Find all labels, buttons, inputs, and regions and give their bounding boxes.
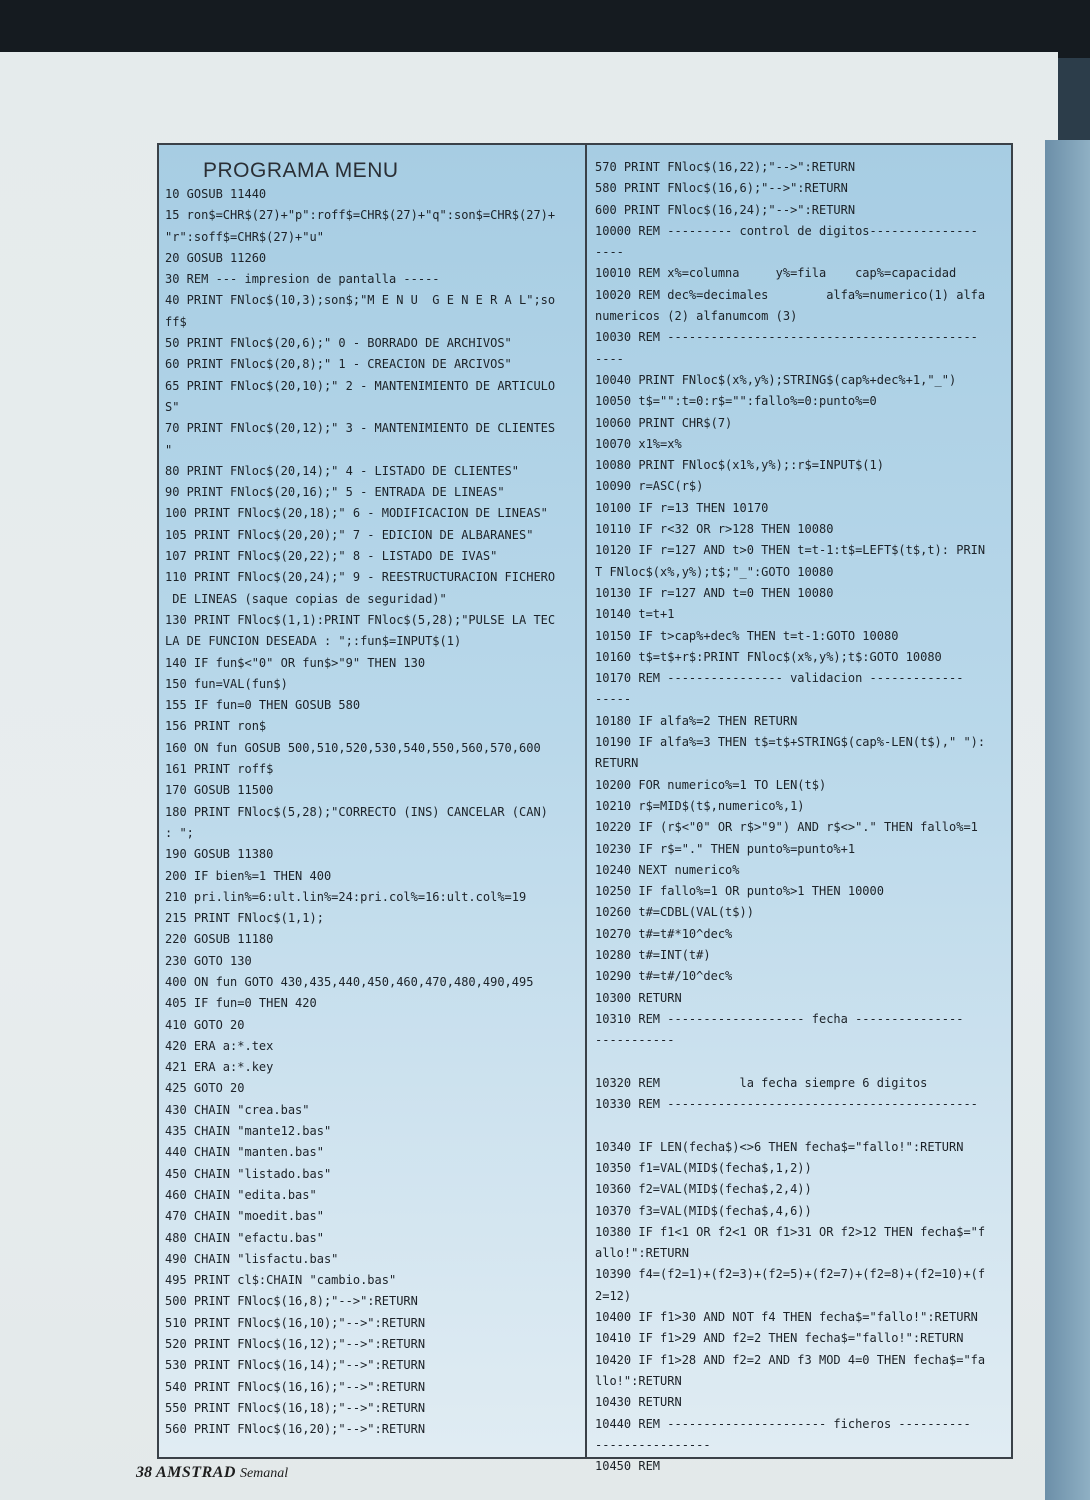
code-line: 580 PRINT FNloc$(16,6);"-->":RETURN xyxy=(595,181,848,196)
page-footer xyxy=(136,1464,288,1482)
code-line: 130 PRINT FNloc$(1,1):PRINT FNloc$(5,28);"PULSE LA TEC xyxy=(165,612,556,627)
code-line: 200 IF bien%=1 THEN 400 xyxy=(165,868,332,883)
listing-column-left xyxy=(165,157,575,1441)
code-line: RETURN xyxy=(595,756,639,771)
code-line: 105 PRINT FNloc$(20,20);" 7 - EDICION DE ALBARANES" xyxy=(165,527,534,542)
code-line: 180 PRINT FNloc$(5,28);"CORRECTO (INS) CANCELAR (CAN) xyxy=(165,804,548,819)
code-line: 10050 t$="":t=0:r$="":fallo%=0:punto%=0 xyxy=(595,394,877,409)
code-line: 60 PRINT FNloc$(20,8);" 1 - CREACION DE ARCIVOS" xyxy=(165,357,512,372)
code-line: 10310 REM ------------------- fecha --------------- xyxy=(595,1011,964,1026)
code-line: 10190 IF alfa%=3 THEN t$=t$+STRING$(cap%-LEN(t$)," "): xyxy=(595,735,986,750)
code-line: 435 CHAIN "mante12.bas" xyxy=(165,1124,332,1139)
code-line: 90 PRINT FNloc$(20,16);" 5 - ENTRADA DE LINEAS" xyxy=(165,485,505,500)
code-line: 30 REM --- impresion de pantalla ----- xyxy=(165,272,440,287)
code-line: DE LINEAS (saque copias de seguridad)" xyxy=(165,591,447,606)
code-line: 450 CHAIN "listado.bas" xyxy=(165,1166,332,1181)
code-line: 10040 PRINT FNloc$(x%,y%);STRING$(cap%+dec%+1,"_") xyxy=(595,372,957,387)
code-line: 470 CHAIN "moedit.bas" xyxy=(165,1209,324,1224)
code-line: 110 PRINT FNloc$(20,24);" 9 - REESTRUCTURACION FICHERO xyxy=(165,570,556,585)
code-line: 10390 f4=(f2=1)+(f2=3)+(f2=5)+(f2=7)+(f2=8)+(f2=10)+(f xyxy=(595,1267,986,1282)
code-line: 220 GOSUB 11180 xyxy=(165,932,274,947)
code-line: 70 PRINT FNloc$(20,12);" 3 - MANTENIMIENTO DE CLIENTES xyxy=(165,421,556,436)
code-line: 10410 IF f1>29 AND f2=2 THEN fecha$="fallo!":RETURN xyxy=(595,1331,964,1346)
code-line: llo!":RETURN xyxy=(595,1373,682,1388)
code-line: 160 ON fun GOSUB 500,510,520,530,540,550,560,570,600 xyxy=(165,740,541,755)
code-line: 420 ERA a:*.tex xyxy=(165,1038,274,1053)
code-line: 10080 PRINT FNloc$(x1%,y%);:r$=INPUT$(1) xyxy=(595,458,884,473)
code-line: 10120 IF r=127 AND t>0 THEN t=t-1:t$=LEFT$(t$,t): PRIN xyxy=(595,543,986,558)
code-line: 100 PRINT FNloc$(20,18);" 6 - MODIFICACION DE LINEAS" xyxy=(165,506,548,521)
code-line: 215 PRINT FNloc$(1,1); xyxy=(165,911,324,926)
code-line: "r":soff$=CHR$(27)+"u" xyxy=(165,229,324,244)
code-line: 10170 REM ---------------- validacion ------------- xyxy=(595,671,964,686)
code-line: 140 IF fun$<"0" OR fun$>"9" THEN 130 xyxy=(165,655,426,670)
code-line: 10160 t$=t$+r$:PRINT FNloc$(x%,y%);t$:GOTO 10080 xyxy=(595,649,942,664)
code-line: 150 fun=VAL(fun$) xyxy=(165,676,288,691)
code-line: 540 PRINT FNloc$(16,16);"-->":RETURN xyxy=(165,1379,426,1394)
code-line: 530 PRINT FNloc$(16,14);"-->":RETURN xyxy=(165,1358,426,1373)
code-line: 20 GOSUB 11260 xyxy=(165,250,267,265)
code-line: S" xyxy=(165,399,180,414)
code-line: 10250 IF fallo%=1 OR punto%>1 THEN 10000 xyxy=(595,884,884,899)
code-line: 10090 r=ASC(r$) xyxy=(595,479,704,494)
code-line: 440 CHAIN "manten.bas" xyxy=(165,1145,324,1160)
code-line: 155 IF fun=0 THEN GOSUB 580 xyxy=(165,698,361,713)
listing-heading: PROGRAMA MENU xyxy=(203,159,399,182)
code-line: 10220 IF (r$<"0" OR r$>"9") AND r$<>"." THEN fallo%=1 xyxy=(595,820,978,835)
listing-column-right xyxy=(595,157,1007,1477)
code-line: 10140 t=t+1 xyxy=(595,607,675,622)
code-line: 600 PRINT FNloc$(16,24);"-->":RETURN xyxy=(595,202,856,217)
code-line: 10 GOSUB 11440 xyxy=(165,187,267,201)
code-line: 10270 t#=t#*10^dec% xyxy=(595,926,733,941)
code-line: 40 PRINT FNloc$(10,3);son$;"M E N U G E N E R A L";so xyxy=(165,293,556,308)
code-line xyxy=(595,1051,1007,1072)
code-line: 10340 IF LEN(fecha$)<>6 THEN fecha$="fallo!":RETURN xyxy=(595,1139,964,1154)
code-line: ff$ xyxy=(165,314,187,329)
code-line: 10110 IF r<32 OR r>128 THEN 10080 xyxy=(595,522,834,537)
code-line: 170 GOSUB 11500 xyxy=(165,783,274,798)
code-line: 10350 f1=VAL(MID$(fecha$,1,2)) xyxy=(595,1160,812,1175)
code-line: numericos (2) alfanumcom (3) xyxy=(595,309,798,324)
code-line: 190 GOSUB 11380 xyxy=(165,847,274,862)
code-line: 510 PRINT FNloc$(16,10);"-->":RETURN xyxy=(165,1315,426,1330)
code-line: 10200 FOR numerico%=1 TO LEN(t$) xyxy=(595,777,827,792)
code-line: 156 PRINT ron$ xyxy=(165,719,267,734)
code-line: 50 PRINT FNloc$(20,6);" 0 - BORRADO DE ARCHIVOS" xyxy=(165,336,512,351)
code-line: 10000 REM --------- control de digitos--------------- xyxy=(595,223,978,238)
code-line: 10180 IF alfa%=2 THEN RETURN xyxy=(595,713,798,728)
code-line: 480 CHAIN "efactu.bas" xyxy=(165,1230,324,1245)
code-line: 230 GOTO 130 xyxy=(165,953,252,968)
code-line: 460 CHAIN "edita.bas" xyxy=(165,1187,317,1202)
code-line: 10290 t#=t#/10^dec% xyxy=(595,969,733,984)
code-line: ----- xyxy=(595,692,632,707)
code-line: 10450 REM xyxy=(595,1459,661,1474)
code-line: 15 ron$=CHR$(27)+"p":roff$=CHR$(27)+"q":son$=CHR$(27)+ xyxy=(165,208,556,223)
code-line: 10030 REM ------------------------------------------- xyxy=(595,330,978,345)
code-line: 10330 REM ------------------------------------------- xyxy=(595,1097,978,1112)
code-line: 430 CHAIN "crea.bas" xyxy=(165,1102,310,1117)
code-line: 520 PRINT FNloc$(16,12);"-->":RETURN xyxy=(165,1337,426,1352)
code-line: T FNloc$(x%,y%);t$;"_":GOTO 10080 xyxy=(595,564,834,579)
code-line: ----------- xyxy=(595,1033,675,1048)
code-line: 421 ERA a:*.key xyxy=(165,1060,274,1075)
facing-page-edge xyxy=(1045,140,1090,1500)
code-line: ---- xyxy=(595,351,624,366)
code-line: 107 PRINT FNloc$(20,22);" 8 - LISTADO DE IVAS" xyxy=(165,549,498,564)
column-divider xyxy=(585,145,587,1457)
code-line: 10420 IF f1>28 AND f2=2 AND f3 MOD 4=0 THEN fecha$="fa xyxy=(595,1352,986,1367)
code-line: 405 IF fun=0 THEN 420 xyxy=(165,996,317,1011)
code-line: 2=12) xyxy=(595,1288,632,1303)
code-line: 10020 REM dec%=decimales alfa%=numerico(1) alfa xyxy=(595,287,986,302)
code-line: 10440 REM ---------------------- ficheros ---------- xyxy=(595,1416,971,1431)
scan-top-band xyxy=(0,0,1090,58)
code-line: 400 ON fun GOTO 430,435,440,450,460,470,480,490,495 xyxy=(165,974,534,989)
magazine-subtitle: Semanal xyxy=(239,1466,289,1481)
magazine-name: AMSTRAD xyxy=(156,1464,236,1481)
code-line: 10260 t#=CDBL(VAL(t$)) xyxy=(595,905,754,920)
code-line: 161 PRINT roff$ xyxy=(165,762,274,777)
code-line: 10320 REM la fecha siempre 6 digitos xyxy=(595,1075,928,1090)
code-line: 10010 REM x%=columna y%=fila cap%=capacidad xyxy=(595,266,957,281)
code-line: 10280 t#=INT(t#) xyxy=(595,947,711,962)
code-line: 10130 IF r=127 AND t=0 THEN 10080 xyxy=(595,585,834,600)
page-number: 38 xyxy=(136,1464,152,1481)
code-line: 425 GOTO 20 xyxy=(165,1081,245,1096)
code-line: 570 PRINT FNloc$(16,22);"-->":RETURN xyxy=(595,160,856,174)
code-line: 495 PRINT cl$:CHAIN "cambio.bas" xyxy=(165,1273,397,1288)
code-line: 410 GOTO 20 xyxy=(165,1017,245,1032)
code-line: 500 PRINT FNloc$(16,8);"-->":RETURN xyxy=(165,1294,418,1309)
code-line xyxy=(595,1115,1007,1136)
code-line: 65 PRINT FNloc$(20,10);" 2 - MANTENIMIENTO DE ARTICULO xyxy=(165,378,556,393)
code-line: LA DE FUNCION DESEADA : ";:fun$=INPUT$(1) xyxy=(165,634,462,649)
code-line: 10230 IF r$="." THEN punto%=punto%+1 xyxy=(595,841,856,856)
code-line: 490 CHAIN "lisfactu.bas" xyxy=(165,1251,339,1266)
code-line: 10400 IF f1>30 AND NOT f4 THEN fecha$="fallo!":RETURN xyxy=(595,1310,978,1325)
code-line: 560 PRINT FNloc$(16,20);"-->":RETURN xyxy=(165,1422,426,1437)
code-line: 10100 IF r=13 THEN 10170 xyxy=(595,500,769,515)
code-line: 10380 IF f1<1 OR f2<1 OR f1>31 OR f2>12 THEN fecha$="f xyxy=(595,1224,986,1239)
code-line: 10150 IF t>cap%+dec% THEN t=t-1:GOTO 10080 xyxy=(595,628,899,643)
code-line: 10060 PRINT CHR$(7) xyxy=(595,415,733,430)
code-line: 10370 f3=VAL(MID$(fecha$,4,6)) xyxy=(595,1203,812,1218)
code-line: " xyxy=(165,442,173,457)
code-line: ---------------- xyxy=(595,1437,711,1452)
code-line: 550 PRINT FNloc$(16,18);"-->":RETURN xyxy=(165,1400,426,1415)
code-line: 10070 x1%=x% xyxy=(595,436,682,451)
code-line: allo!":RETURN xyxy=(595,1246,689,1261)
code-line: 10210 r$=MID$(t$,numerico%,1) xyxy=(595,798,805,813)
code-line: 10430 RETURN xyxy=(595,1395,682,1410)
code-line: 10360 f2=VAL(MID$(fecha$,2,4)) xyxy=(595,1182,812,1197)
code-line: 80 PRINT FNloc$(20,14);" 4 - LISTADO DE CLIENTES" xyxy=(165,463,520,478)
code-line: 10300 RETURN xyxy=(595,990,682,1005)
code-line: : "; xyxy=(165,825,194,840)
code-line: ---- xyxy=(595,245,624,260)
code-line: 210 pri.lin%=6:ult.lin%=24:pri.col%=16:ult.col%=19 xyxy=(165,889,527,904)
code-line: 10240 NEXT numerico% xyxy=(595,862,740,877)
